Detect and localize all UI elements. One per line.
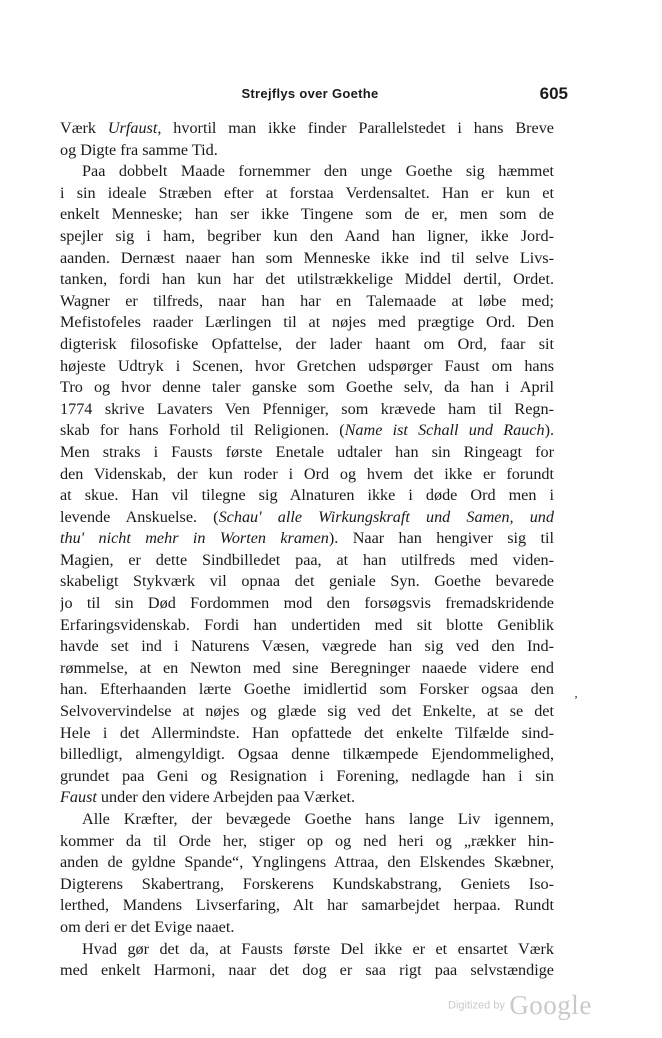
text-segment: Paa dobbelt Maade fornemmer den unge Goethe sig hæmmet [82,162,554,181]
stray-mark: ‚ [574,686,578,700]
text-line [60,571,554,593]
text-segment: levende Anskuelse. ( [60,507,219,526]
text-segment: med enkelt Harmoni, naar det dog er saa rigt paa selvstændige [60,961,554,980]
text-segment: billedligt, almengyldigt. Ogsaa denne tilkæmpede Ejendommelighed, [60,745,554,764]
text-line [60,420,554,442]
text-line [60,464,554,486]
text-segment: han. Efterhaanden lærte Goethe imidlertid som Forsker ogsaa den [60,680,554,699]
text-segment: Tro og hvor denne taler ganske som Goethe selv, da han i April [60,378,554,397]
text-line [60,248,554,270]
text-line [60,377,554,399]
text-segment: ). [544,421,554,440]
text-line [60,723,554,745]
text-line [60,161,554,183]
text-line [60,269,554,291]
text-line [60,939,554,961]
text-line [60,960,554,982]
text-segment: Magien, er dette Sindbilledet paa, at han utilfreds med viden- [60,550,554,569]
italic-segment: Faust [60,788,97,807]
text-segment: tanken, fordi han kun har det utilstrækkelige Middel dertil, Ordet. [60,270,554,289]
text-line [60,226,554,248]
text-line [60,528,554,550]
italic-segment: thu' nicht mehr in Worten kramen [60,529,329,548]
text-segment: jo til sin Død Fordommen mod den forsøgsvis fremadskridende [60,594,554,613]
text-line [60,831,554,853]
text-line [60,312,554,334]
text-segment: Hvad gør det da, at Fausts første Del ikke er et ensartet Værk [82,939,554,958]
text-segment: lerthed, Mandens Livserfaring, Alt har samarbejdet herpaa. Rundt [60,896,554,915]
text-line [60,852,554,874]
text-segment: Wagner er tilfreds, naar han har en Talemaade at løbe med; [60,291,554,310]
text-line [60,917,554,939]
text-line [60,874,554,896]
text-segment: havde set ind i Naturens Væsen, vægrede han sig ved den Ind- [60,637,554,656]
text-segment: at skue. Han vil tilegne sig Alnaturen ikke i døde Ord men i [60,486,554,505]
text-line [60,679,554,701]
text-segment: Digterens Skabertrang, Forskerens Kundskabstrang, Geniets Iso- [60,874,554,893]
watermark-prefix: Digitized by [448,999,505,1012]
text-line [60,744,554,766]
text-segment: 1774 skrive Lavaters Ven Pfenniger, som krævede ham til Regn- [60,399,554,418]
text-line [60,809,554,831]
text-segment: Mefistofeles raader Lærlingen til at nøjes med prægtige Ord. Den [60,313,554,332]
google-watermark [448,990,592,1021]
text-line [60,140,554,162]
text-segment: under den videre Arbejden paa Værket. [96,788,356,807]
text-segment: Værk [60,119,108,137]
text-line [60,334,554,356]
text-line [60,291,554,313]
text-line [60,356,554,378]
text-segment: Erfaringsvidenskab. Fordi han undertiden med sit blotte Geniblik [60,615,554,634]
text-segment: aanden. Dernæst naaer han som Menneske ikke ind til selve Livs- [60,248,554,267]
text-line [60,507,554,529]
text-line [60,550,554,572]
text-line [60,593,554,615]
running-head [60,84,568,110]
text-segment: enkelt Menneske; han ser ikke Tingene som de er, men som de [60,205,554,224]
text-segment: Hele i det Allermindste. Han opfattede det enkelte Tilfælde sind- [60,723,554,742]
text-line [60,204,554,226]
text-segment: ). Naar han hengiver sig til [328,529,554,548]
watermark-brand: Google [509,990,592,1020]
text-line [60,766,554,788]
text-line [60,399,554,421]
text-line [60,442,554,464]
text-segment: Men straks i Fausts første Enetale udtaler han sin Ringeagt for [60,442,554,461]
text-segment: , hvortil man ikke finder Parallelstedet i hans Breve [157,119,554,137]
text-segment: rømmelse, at en Newton med sine Beregninger naaede videre end [60,658,554,677]
text-segment: højeste Udtryk i Scenen, hvor Gretchen udspørger Faust om hans [60,356,554,375]
text-segment: grundet paa Geni og Resignation i Forening, nedlagde han i sin [60,766,554,785]
text-segment: Selvovervindelse at nøjes og glæde sig ved det Enkelte, at se det [60,702,554,721]
text-segment: anden de gyldne Spande“, Ynglingens Attraa, den Elskendes Skæbner, [60,853,554,872]
text-segment: om deri er det Evige naaet. [60,917,235,936]
text-segment: og Digte fra samme Tid. [60,140,218,159]
running-title: Strejflys over Goethe [241,86,379,101]
text-line [60,485,554,507]
text-line [60,658,554,680]
text-line [60,895,554,917]
text-line [60,787,554,809]
body-text [60,118,554,982]
italic-segment: Name ist Schall und Rauch [344,421,545,440]
text-line [60,183,554,205]
text-segment: skab for hans Forhold til Religionen. ( [60,421,345,440]
text-line [60,118,554,140]
text-segment: Alle Kræfter, der bevægede Goethe hans lange Liv igennem, [82,810,554,828]
italic-segment: Urfaust [107,119,158,137]
text-segment: spejler sig i ham, begriber kun den Aand han ligner, ikke Jord- [60,226,554,245]
text-line [60,636,554,658]
page-number: 605 [539,84,568,103]
text-segment: kommer da til Orde her, stiger op og ned heri og „rækker hin- [60,831,554,850]
text-segment: i sin ideale Stræben efter at forstaa Verdensaltet. Han er kun et [60,183,554,202]
text-line [60,615,554,637]
italic-segment: Schau' alle Wirkungskraft und Samen, und [218,507,554,526]
text-line [60,701,554,723]
text-segment: skabeligt Stykværk vil opnaa det geniale Syn. Goethe bevarede [60,572,554,591]
text-segment: den Videnskab, der kun roder i Ord og hvem det ikke er forundt [60,464,554,483]
text-segment: digterisk filosofiske Opfattelse, der lader haant om Ord, faar sit [60,334,554,353]
